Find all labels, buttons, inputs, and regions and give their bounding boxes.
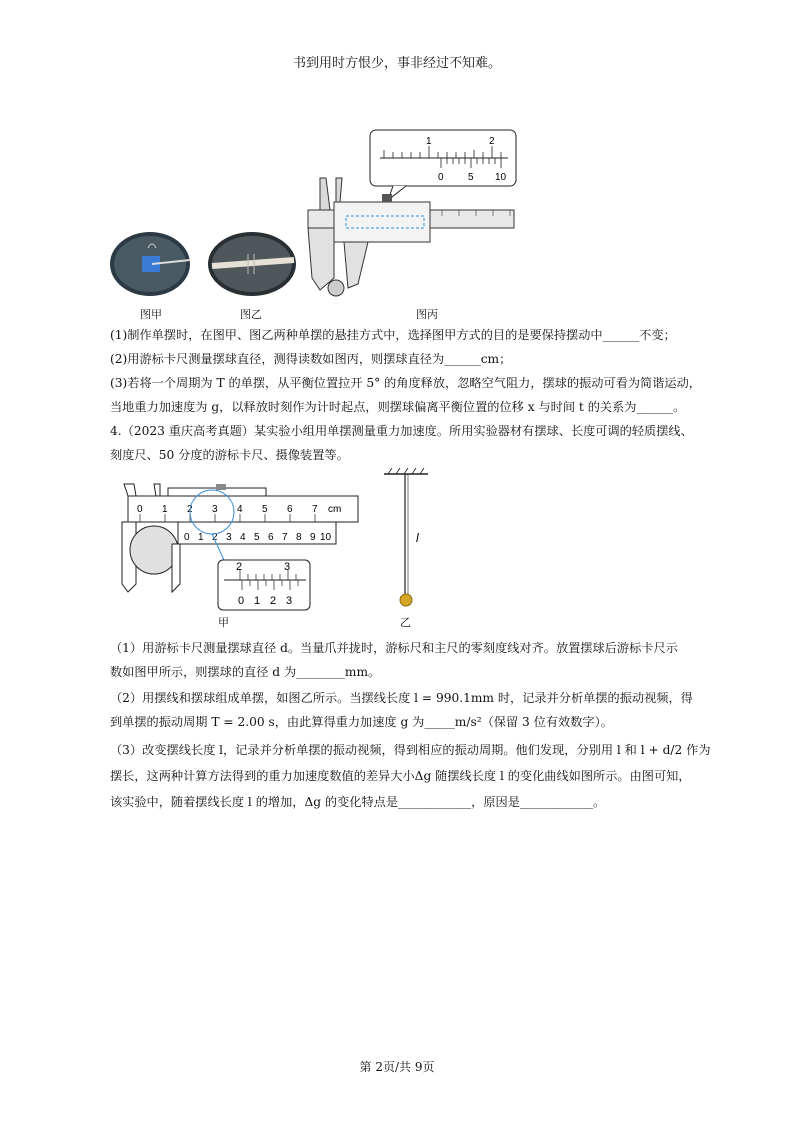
q4-line-4: 到单摆的振动周期 T = 2.00 s，由此算得重力加速度 g 为_____m/s²（保留 3 位有效数字）。 — [110, 715, 613, 729]
figure-pendulum-yi — [374, 468, 434, 608]
vernier-tick-7: 7 — [282, 532, 288, 543]
zoom-vernier-tick-1: 1 — [254, 595, 261, 607]
zoom-vernier-tick-2: 2 — [270, 595, 277, 607]
photo-yi — [208, 232, 296, 296]
zoom-vernier-tick-3: 3 — [286, 595, 293, 607]
figure-pendulum-photos — [108, 128, 528, 304]
zoom-vernier-tick-10: 10 — [495, 172, 507, 183]
main-tick-4: 4 — [237, 504, 243, 515]
zoom-main-tick-2: 2 — [489, 136, 495, 147]
vernier-tick-4: 4 — [240, 532, 246, 543]
q4-line-6: 摆长，这两种计算方法得到的重力加速度数值的差异大小Δg 随摆线长度 l 的变化曲线如图所示。由图可知， — [110, 769, 691, 783]
page-footer: 第 2页/共 9页 — [359, 1060, 435, 1074]
caliper-bing — [308, 130, 516, 296]
photo-jia — [110, 232, 190, 296]
q3-line-4: 当地重力加速度为 g，以释放时刻作为计时起点，则摆球偏离平衡位置的位移 x 与时间 t 的关系为______。 — [110, 400, 686, 414]
main-tick-6: 6 — [287, 504, 293, 515]
caption-fig2-jia: 甲 — [218, 616, 229, 629]
vernier-tick-6: 6 — [268, 532, 274, 543]
main-tick-2: 2 — [187, 504, 193, 515]
zoom-vernier-tick-0: 0 — [238, 595, 245, 607]
vernier-tick-10: 10 — [320, 532, 332, 543]
zoom-main-tick-1: 1 — [426, 136, 432, 147]
caption-fig2-yi: 乙 — [400, 616, 411, 629]
main-tick-5: 5 — [262, 504, 268, 515]
vernier-tick-8: 8 — [296, 532, 302, 543]
q4-line-1: （1）用游标卡尺测量摆球直径 d。当量爪并拢时，游标尺和主尺的零刻度线对齐。放置摆球后游标卡尺示 — [110, 641, 678, 655]
vernier-tick-1: 1 — [198, 532, 204, 543]
q4-line-2: 数如图甲所示，则摆球的直径 d 为________mm。 — [110, 665, 381, 679]
q4-title-line-2: 刻度尺、50 分度的游标卡尺、摄像装置等。 — [110, 448, 349, 462]
zoom-main-tick-2: 2 — [236, 561, 243, 573]
q3-line-2: (2)用游标卡尺测量摆球直径，测得读数如图丙，则摆球直径为______cm； — [110, 352, 512, 366]
q4-line-7: 该实验中，随着摆线长度 l 的增加，Δg 的变化特点是____________，原因是____________。 — [110, 795, 606, 809]
unit-cm: cm — [328, 504, 342, 515]
zoom-main-tick-3: 3 — [284, 561, 291, 573]
vernier-tick-9: 9 — [310, 532, 316, 543]
q4-line-5: （3）改变摆线长度 l，记录并分析单摆的振动视频，得到相应的振动周期。他们发现，分别用 l 和 l + d/2 作为 — [110, 743, 711, 757]
vernier-tick-3: 3 — [226, 532, 232, 543]
main-tick-7: 7 — [312, 504, 318, 515]
vernier-tick-0: 0 — [184, 532, 190, 543]
page-header: 书到用时方恨少，事非经过不知难。 — [292, 56, 501, 71]
vernier-tick-5: 5 — [254, 532, 260, 543]
length-label-l: l — [416, 531, 419, 545]
q3-line-3: (3)若将一个周期为 T 的单摆，从平衡位置拉开 5° 的角度释放，忽略空气阻力，摆球的振动可看为简谐运动， — [110, 376, 701, 390]
main-tick-3: 3 — [212, 504, 218, 515]
q4-title-line-1: 4.（2023 重庆高考真题）某实验小组用单摆测量重力加速度。所用实验器材有摆球、长度可调的轻质摆线、 — [110, 424, 693, 438]
q4-line-3: （2）用摆线和摆球组成单摆，如图乙所示。当摆线长度 l = 990.1mm 时，记录并分析单摆的振动视频，得 — [110, 691, 693, 705]
figure-caliper-jia — [114, 474, 364, 624]
zoom-vernier-tick-0: 0 — [438, 172, 444, 183]
caption-bing: 图丙 — [416, 308, 438, 321]
main-tick-1: 1 — [162, 504, 168, 515]
caption-yi: 图乙 — [240, 308, 262, 321]
q3-line-1: (1)制作单摆时，在图甲、图乙两种单摆的悬挂方式中，选择图甲方式的目的是要保持摆动中______不变； — [110, 328, 676, 342]
vernier-tick-2: 2 — [212, 532, 218, 543]
main-tick-0: 0 — [137, 504, 143, 515]
zoom-vernier-tick-5: 5 — [468, 172, 474, 183]
caption-jia: 图甲 — [140, 308, 162, 321]
